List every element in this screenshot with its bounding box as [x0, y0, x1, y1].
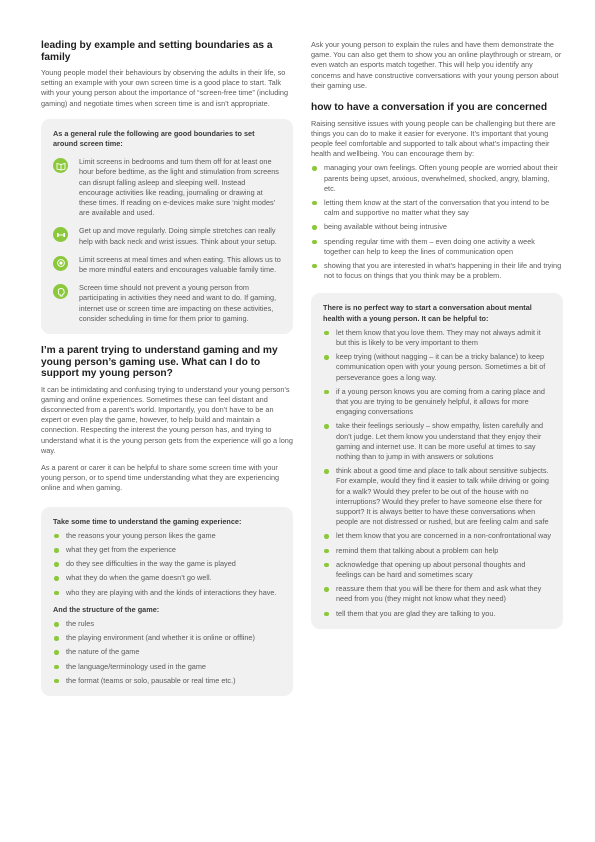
list-item: the playing environment (and whether it is online or offline) — [53, 633, 281, 643]
list-item: let them know that you love them. They may not always admit it but this is likely to be very important to them — [323, 328, 551, 348]
parent-paragraph-1: It can be intimidating and confusing trying to understand your young person’s gaming and online experiences. Sometimes these can feel distant and disconnected from a parent’s world. Importantly, you don’t have to be an expert or even play the game, however, to help build and maintain a connection. Respecting the interest the young person has, and trying to understand what it is the young person gets from the experience will go a long way. — [41, 384, 293, 455]
rule-text: Limit screens at meal times and when eating. This allows us to be more mindful eaters and encourages valuable family time. — [79, 254, 281, 275]
book-icon — [53, 158, 68, 173]
list-item: the reasons your young person likes the game — [53, 531, 281, 541]
parent-paragraph-2: As a parent or carer it can be helpful to share some screen time with your young person, or to spend time understanding what they are experiencing online and when gaming. — [41, 462, 280, 493]
conversation-tips-box — [311, 293, 563, 628]
list-item: tell them that you are glad they are talking to you. — [323, 609, 551, 619]
bullet-icon — [54, 665, 59, 670]
section-heading-boundaries: leading by example and setting boundaries as a family — [41, 40, 273, 63]
section-heading-parent: I’m a parent trying to understand gaming and my young person’s gaming use. What can I do to support my young person? — [41, 345, 278, 380]
list-item: what they do when the game doesn’t go well. — [53, 573, 281, 583]
gaming-experience-list — [53, 531, 281, 598]
right-column — [311, 40, 563, 629]
rule-text: Get up and move regularly. Doing simple stretches can really help with back neck and wrist issues. Think about your setup. — [79, 226, 277, 246]
bullet-icon — [54, 636, 59, 641]
rule-text: Screen time should not prevent a young person from participating in activities they need and want to do. If gaming, internet use or screen time are impacting on these activities, consider scheduling in time for them prior to gaming. — [79, 283, 277, 323]
conversation-tips-list — [323, 328, 551, 619]
game-structure-heading: And the structure of the game: — [53, 604, 160, 614]
bullet-icon — [324, 469, 329, 474]
bullet-icon — [312, 264, 317, 269]
bullet-icon — [324, 563, 329, 568]
list-item: if a young person knows you are coming from a caring place and that you are trying to be genuinely helpful, it allows for more engaging conversations — [323, 387, 551, 418]
rule-item — [53, 255, 281, 275]
list-item: letting them know at the start of the conversation that you intend to be calm and supportive no matter what they say — [311, 198, 563, 218]
list-item: acknowledge that opening up about personal thoughts and feelings can be hard and sometimes scary — [323, 560, 551, 580]
rule-item — [53, 157, 281, 218]
list-item: let them know that you are concerned in a non-confrontational way — [323, 531, 551, 541]
list-item: keep trying (without nagging – it can be a tricky balance) to keep communication open with your young person. Sometimes a bit of perseverance goes a long way. — [323, 352, 551, 383]
bullet-icon — [54, 534, 59, 539]
list-item: the format (teams or solo, pausable or real time etc.) — [53, 676, 281, 686]
bullet-icon — [324, 390, 329, 395]
list-item: do they see difficulties in the way the game is played — [53, 559, 281, 569]
list-item: take their feelings seriously – show empathy, listen carefully and don’t judge. Let them know you understand that they enjoy their gaming and internet use. It can be more useful at times to say nothing than to jump in with answers or solutions — [323, 421, 551, 462]
list-item: what they get from the experience — [53, 545, 281, 555]
list-item: showing that you are interested in what’s happening in their life and trying not to focus on things that you think may be a problem. — [311, 261, 563, 281]
encourage-list — [311, 163, 563, 281]
list-item: managing your own feelings. Often young people are worried about their parents being upset, anxious, overwhelmed, shocked, angry, blaming, etc. — [311, 163, 563, 194]
list-item: the nature of the game — [53, 647, 281, 657]
bullet-icon — [312, 166, 317, 171]
screen-time-rules-box — [41, 119, 293, 334]
bullet-icon — [54, 650, 59, 655]
list-item: who they are playing with and the kinds of interactions they have. — [53, 588, 281, 598]
list-item: reassure them that you will be there for them and ask what they need from you (they might not know what they need) — [323, 584, 551, 604]
brain-icon — [53, 284, 68, 299]
bullet-icon — [54, 562, 59, 567]
list-item: remind them that talking about a problem can help — [323, 546, 551, 556]
list-item: the language/terminology used in the game — [53, 662, 281, 672]
bullet-icon — [324, 355, 329, 360]
bullet-icon — [54, 622, 59, 627]
bullet-icon — [324, 587, 329, 592]
rule-item — [53, 283, 281, 324]
bullet-icon — [324, 534, 329, 539]
demonstrate-paragraph: Ask your young person to explain the rules and have them demonstrate the game. You can also get them to show you an online playthrough or stream, or even watch an esports match together. This will help you identify any concerns and have constructive conversations with your young person about their gaming use. — [311, 40, 562, 90]
rule-text: Limit screens in bedrooms and turn them off for at least one hour before bedtime, as the light and stimulation from screens can disrupt falling asleep and sleeping well. Instead encourage activities like reading, journaling or drawing at these times. If reading on e-devices make sure ‘night modes’ are available and used. — [79, 157, 279, 218]
bullet-icon — [312, 240, 317, 245]
bullet-icon — [54, 679, 59, 684]
bullet-icon — [324, 612, 329, 617]
bullet-icon — [324, 549, 329, 554]
dumbbell-icon — [53, 227, 68, 242]
bullet-icon — [324, 331, 329, 336]
bullet-icon — [54, 576, 59, 581]
conversation-paragraph: Raising sensitive issues with young people can be challenging but there are things you can do to make it easier for everyone. It’s important that young people feel comfortable and supported to talk about what’s impacting their health and wellbeing. You can encourage them by: — [311, 118, 556, 159]
meal-icon — [53, 256, 68, 271]
gaming-box-heading: Take some time to understand the gaming experience: — [53, 516, 242, 526]
bullet-icon — [312, 201, 317, 206]
bullet-icon — [54, 548, 59, 553]
game-structure-list — [53, 619, 281, 686]
list-item: spending regular time with them – even doing one activity a week together can help to keep the lines of communication open — [311, 237, 563, 257]
left-column — [41, 40, 293, 696]
tips-box-heading: There is no perfect way to start a conversation about mental health with a young person. It can be helpful to: — [323, 303, 532, 323]
list-item: being available without being intrusive — [311, 222, 563, 232]
list-item: think about a good time and place to talk about sensitive subjects. For example, would they find it easier to talk while driving or going for a walk? Would they prefer to be out of the house with no interruptions? Would they prefer to have someone else there for support? It is always better to have these conversations when people are not distressed or rushed, but are feeling calm and safe — [323, 466, 551, 527]
section-heading-conversation: how to have a conversation if you are concerned — [311, 102, 548, 114]
bullet-icon — [324, 424, 329, 429]
bullet-icon — [312, 225, 317, 230]
bullet-icon — [54, 591, 59, 596]
rule-item — [53, 226, 281, 246]
gaming-experience-box — [41, 507, 293, 696]
boundaries-paragraph: Young people model their behaviours by observing the adults in their life, so setting an example with your own screen time is a good place to start. Talk with your young person about the importance of “screen-free time” (including gaming) and negotiate times when screen time is and isn’t appropriate. — [41, 68, 289, 108]
rules-box-heading: As a general rule the following are good boundaries to set around screen time: — [53, 128, 255, 149]
list-item: the rules — [53, 619, 281, 629]
